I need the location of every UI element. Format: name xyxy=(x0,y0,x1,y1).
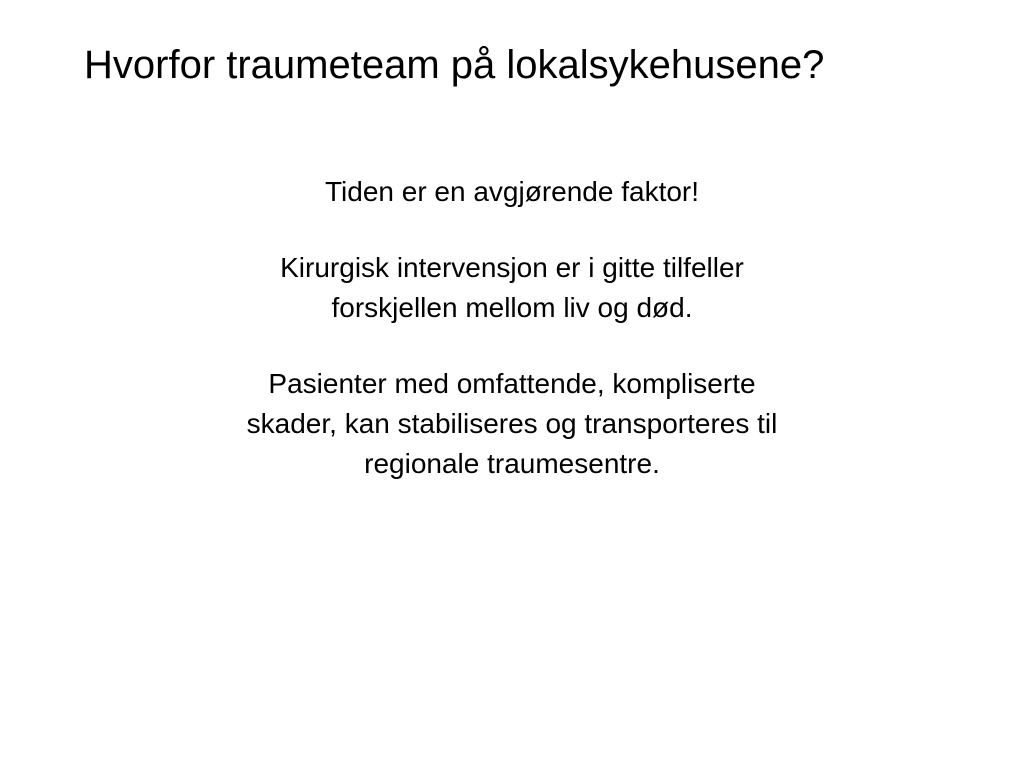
body-paragraph-patients xyxy=(112,364,912,484)
body-line: forskjellen mellom liv og død. xyxy=(331,292,693,323)
slide-title: Hvorfor traumeteam på lokalsykehusene? xyxy=(84,43,825,87)
body-line: Tiden er en avgjørende faktor! xyxy=(324,176,700,207)
body-paragraph-time xyxy=(112,172,912,212)
body-line: regionale traumesentre. xyxy=(364,448,660,479)
body-paragraph-surgery xyxy=(112,248,912,328)
slide-body xyxy=(112,172,912,520)
body-line: Pasienter med omfattende, kompliserte xyxy=(268,368,756,399)
body-line: Kirurgisk intervensjon er i gitte tilfeller xyxy=(280,252,744,283)
body-line: skader, kan stabiliseres og transporteres til xyxy=(246,408,778,439)
